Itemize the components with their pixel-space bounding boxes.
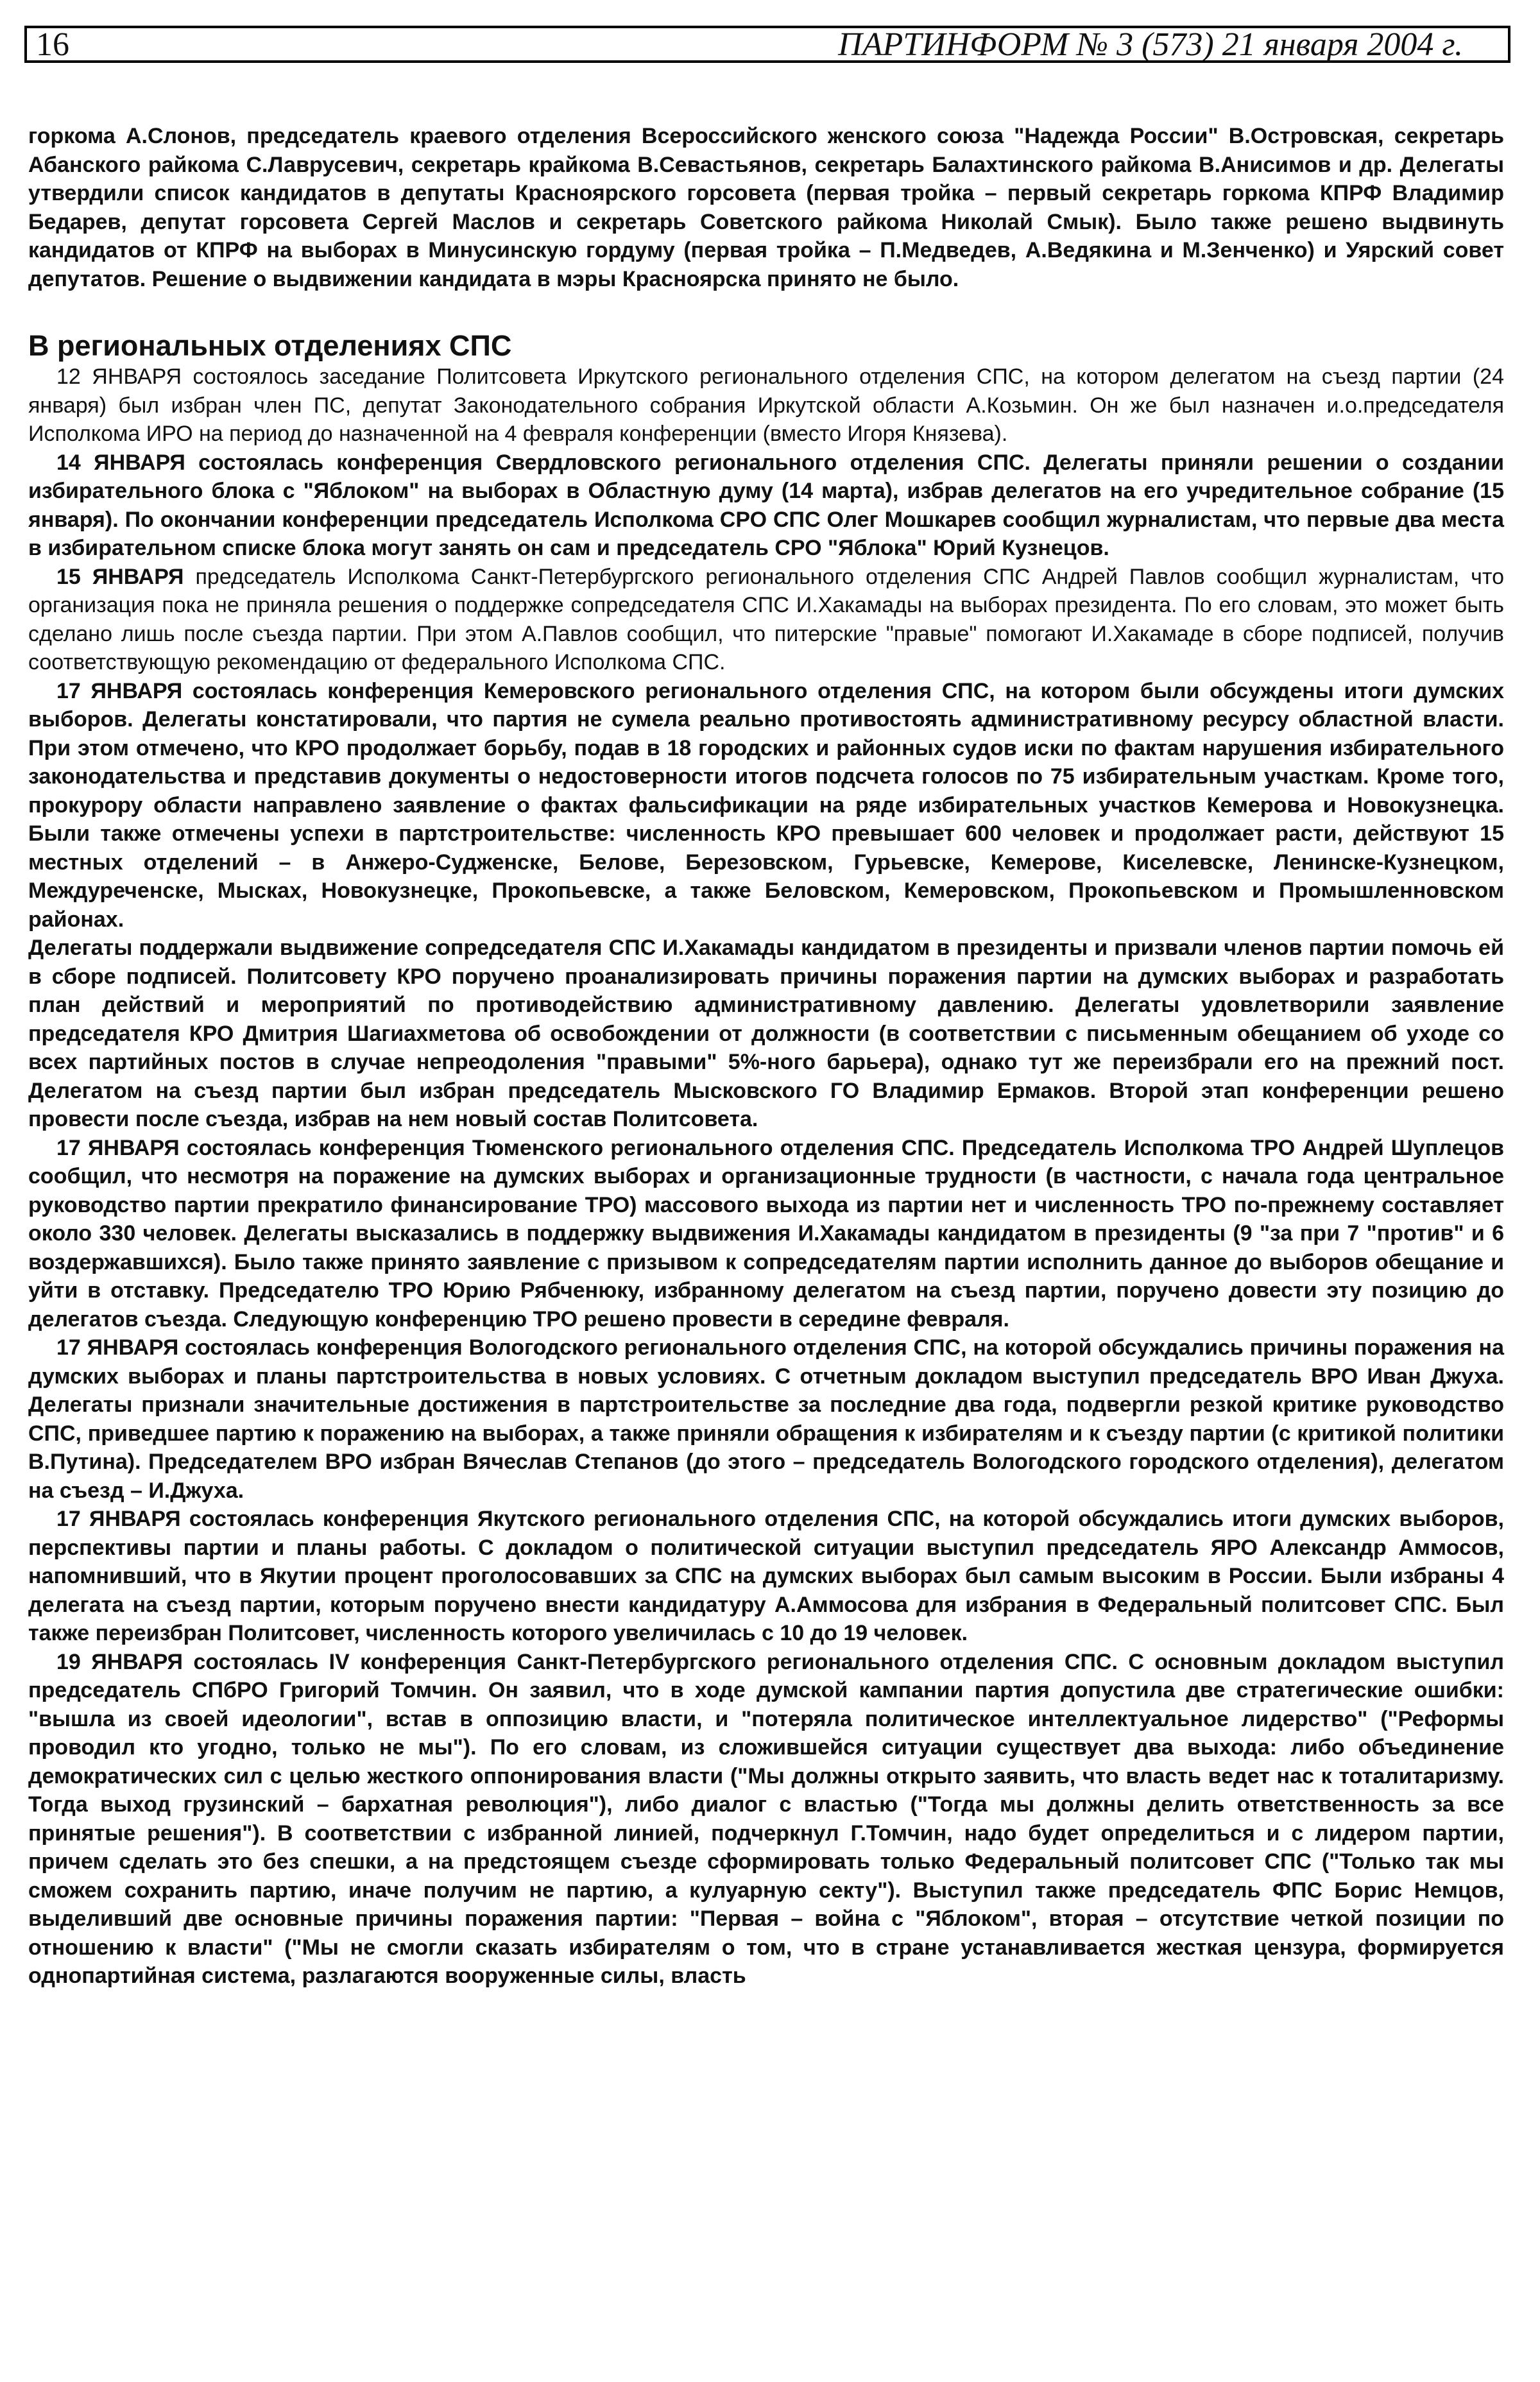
- paragraph-irkutsk: 12 ЯНВАРЯ состоялось заседание Политсовета Иркутского регионального отделения СПС, на котором делегатом на съезд партии (24 января) был избран член ПС, депутат Законодательного собрания Иркутской области А.Козьмин. Он же был назначен и.о.председателя Исполкома ИРО на период до назначенной на 4 февраля конференции (вместо Игоря Князева).: [28, 364, 1504, 446]
- paragraph-spb-conference-text: состоялась IV конференция Санкт-Петербургского регионального отделения СПС. С основным докладом выступил председатель СПбРО Григорий Томчин. Он заявил, что в ходе думской кампании партия допустила две стратегические ошибки: "вышла из своей идеологии", встав в оппозицию власти, и "потеряла политическое интеллектуальное лидерство" ("Реформы проводил кто угодно, только не мы"). По его словам, из сложившейся ситуации существует два выхода: либо объединение демократических сил с целью жесткого оппонирования власти ("Мы должны открыто заявить, что власть ведет нас к тоталитаризму. Тогда выход грузинский – бархатная революция"), либо диалог с властью ("Тогда мы должны делить ответственность за все принятые решения"). В соответствии с избранной линией, подчеркнул Г.Томчин, надо будет определиться и с лидером партии, причем сделать это без спешки, а на предстоящем съезде сформировать только Федеральный политсовет СПС ("Только так мы сможем сохранить партию, иначе получим не партию, а кулуарную секту"). Выступил также председатель ФПС Борис Немцов, выделивший две основные причины поражения партии: "Первая – война с "Яблоком", вторая – отсутствие четкой позиции по отношению к власти" ("Мы не смогли сказать избирателям о том, что в стране устанавливается жесткая цензура, формируется однопартийная система, разлагаются вооруженные силы, власть: [28, 1649, 1504, 1988]
- paragraph-sverdlovsk: 14 ЯНВАРЯ состоялась конференция Свердловского регионального отделения СПС. Делегаты приняли решении о создании избирательного блока с "Яблоком" на выборах в Областную думу (14 марта), избрав делегатов на его учредительное собрание (15 января). По окончании конференции председатель Исполкома СРО СПС Олег Мошкарев сообщил журналистам, что первые два места в избирательном списке блока могут занять он сам и председатель СРО "Яблока" Юрий Кузнецов.: [28, 450, 1504, 560]
- paragraph-spb: [28, 563, 1504, 677]
- paragraph-yakutsk: 17 ЯНВАРЯ состоялась конференция Якутского регионального отделения СПС, на которой обсуждались итоги думских выборов, перспективы партии и планы работы. С докладом о политической ситуации выступил председатель ЯРО Александр Аммосов, напомнивший, что в Якутии процент проголосовавших за СПС на думских выборах был самым высоким в России. Были избраны 4 делегата на съезд партии, которым поручено внести кандидатуру А.Аммосова для избрания в Федеральный политсовет СПС. Был также переизбран Политсовет, численность которого увеличилась с 10 до 19 человек.: [28, 1507, 1504, 1645]
- section-heading: В региональных отделениях СПС: [28, 329, 512, 362]
- article-body: [28, 122, 1504, 1991]
- paragraph-spb-date: 15 ЯНВАРЯ: [56, 564, 184, 589]
- page-header: [24, 26, 1510, 63]
- paragraph-kemerovo-1: 17 ЯНВАРЯ состоялась конференция Кемеровского регионального отделения СПС, на котором были обсуждены итоги думских выборов. Делегаты констатировали, что партия не сумела реально противостоять административному ресурсу областной власти. При этом отмечено, что КРО продолжает борьбу, подав в 18 городских и районных судов иски по фактам нарушения избирательного законодательства и представив документы о недостоверности итогов подсчета голосов по 75 избирательным участкам. Кроме того, прокурору области направлено заявление о фактах фальсификации на ряде избирательных участков Кемерова и Новокузнецка. Были также отмечены успехи в партстроительстве: численность КРО превышает 600 человек и продолжает расти, действуют 15 местных отделений – в Анжеро-Судженске, Белове, Березовском, Гурьевске, Кемерове, Киселевске, Ленинске-Кузнецком, Междуреченске, Мысках, Новокузнецке, Прокопьевске, а также Беловском, Кемеровском, Прокопьевском и Промышленновском районах.: [28, 678, 1504, 932]
- paragraph-kemerovo-2: Делегаты поддержали выдвижение сопредседателя СПС И.Хакамады кандидатом в президенты и призвали членов партии помочь ей в сборе подписей. Политсовету КРО поручено проанализировать причины поражения партии на думских выборах и разработать план действий и мероприятий по противодействию административному давлению. Делегаты удовлетворили заявление председателя КРО Дмитрия Шагиахметова об освобождении от должности (в соответствии с письменным обещанием об уходе со всех партийных постов в случае непреодоления "правыми" 5%-ного барьера), однако тут же переизбрали его на прежний пост. Делегатом на съезд партии был избран председатель Мысковского ГО Владимир Ермаков. Второй этап конференции решено провести после съезда, избрав на нем новый состав Политсовета.: [28, 936, 1504, 1131]
- paragraph-spb-conference: [28, 1648, 1504, 1991]
- paragraph-spb-text: председатель Исполкома Санкт-Петербургского регионального отделения СПС Андрей Павлов сообщил журналистам, что организация пока не приняла решения о поддержке сопредседателя СПС И.Хакамады на выборах президента. По его словам, это может быть сделано лишь после съезда партии. При этом А.Павлов сообщил, что питерские "правые" помогают И.Хакамаде в сборе подписей, получив соответствующую рекомендацию от федерального Исполкома СПС.: [28, 564, 1504, 674]
- paragraph-vologda: 17 ЯНВАРЯ состоялась конференция Вологодского регионального отделения СПС, на которой обсуждались причины поражения на думских выборах и планы партстроительства в новых условиях. С отчетным докладом выступил председатель ВРО Иван Джуха. Делегаты признали значительные достижения в партстроительстве за последние два года, подвергли резкой критике руководство СПС, приведшее партию к поражению на выборах, а также приняли обращения к избирателям и к съезду партии (с критикой политики В.Путина). Председателем ВРО избран Вячеслав Степанов (до этого – председатель Вологодского городского отделения), делегатом на съезд – И.Джуха.: [28, 1335, 1504, 1503]
- paragraph-tyumen: 17 ЯНВАРЯ состоялась конференция Тюменского регионального отделения СПС. Председатель Исполкома ТРО Андрей Шуплецов сообщил, что несмотря на поражение на думских выборах и организационные трудности (в частности, с начала года центральное руководство партии прекратило финансирование ТРО) массового выхода из партии нет и численность ТРО по-прежнему составляет около 330 человек. Делегаты высказались в поддержку выдвижения И.Хакамады кандидатом в президенты (9 "за при 7 "против" и 6 воздержавшихся). Было также принято заявление с призывом к сопредседателям партии исполнить данное до выборов обещание и уйти в отставку. Председателю ТРО Юрию Рябченюку, избранному делегатом на съезд партии, поручено довести эту позицию до делегатов съезда. Следующую конференцию ТРО решено провести в середине февраля.: [28, 1135, 1504, 1332]
- paragraph-spb-conference-date: 19 ЯНВАРЯ: [56, 1649, 183, 1674]
- intro-paragraph: горкома А.Слонов, председатель краевого отделения Всероссийского женского союза "Надежда России" В.Островская, секретарь Абанского райкома С.Лаврусевич, секретарь крайкома В.Севастьянов, секретарь Балахтинского райкома В.Анисимов и др. Делегаты утвердили список кандидатов в депутаты Красноярского горсовета (первая тройка – первый секретарь горкома КПРФ Владимир Бедарев, депутат горсовета Сергей Маслов и секретарь Советского райкома Николай Смык). Было также решено выдвинуть кандидатов от КПРФ на выборах в Минусинскую гордуму (первая тройка – П.Медведев, А.Ведякина и М.Зенченко) и Уярский совет депутатов. Решение о выдвижении кандидата в мэры Красноярска принято не было.: [28, 124, 1504, 291]
- publication-title: ПАРТИНФОРМ № 3 (573) 21 января 2004 г.: [838, 26, 1463, 63]
- page-number: 16: [36, 26, 69, 63]
